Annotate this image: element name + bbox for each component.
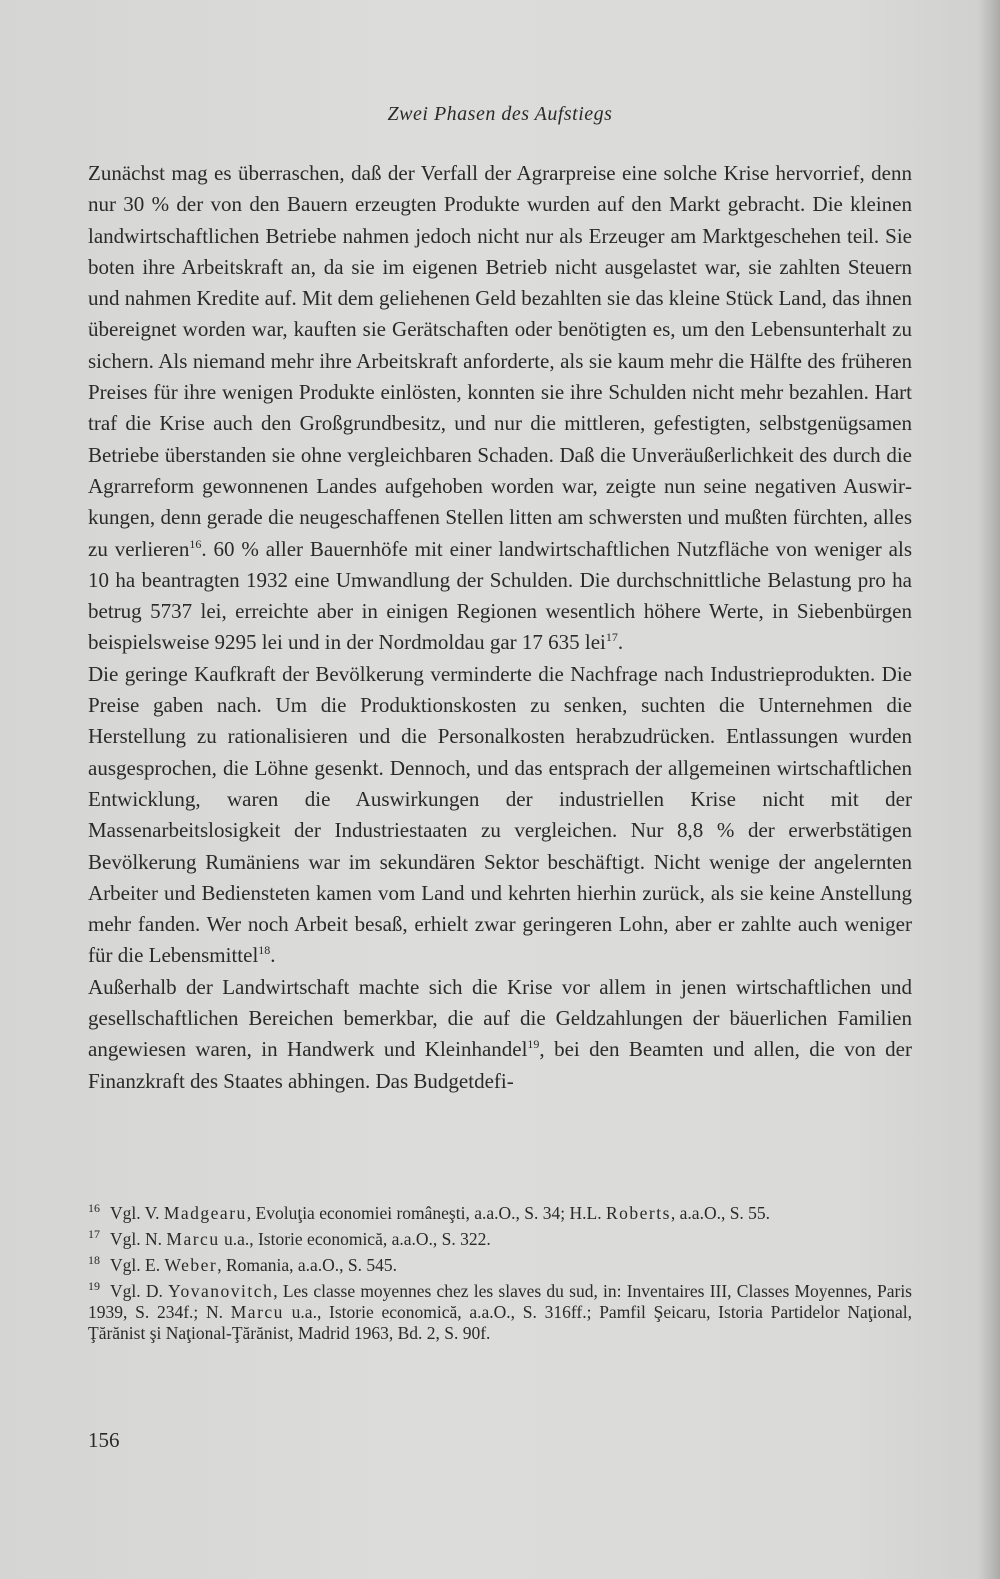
footnote-ref-19: 19 [527,1037,540,1052]
paragraph-1 [88,158,912,659]
footnote-author: Weber [164,1255,218,1275]
footnote-19 [88,1276,912,1344]
footnote-number: 18 [88,1253,100,1267]
body-text [88,158,912,1097]
footnote-author: Yovanovitch [168,1281,274,1301]
paragraph-2-text-b: . [270,943,276,968]
paragraph-3 [88,972,912,1097]
footnote-ref-17: 17 [605,630,618,645]
page-edge-shadow [978,0,1000,1579]
footnote-text: u.a., Istorie economică, a.a.O., S. 316ff.; Pamfil Şeicaru, Istoria Partidelor Naţional, Ţărănist şi Naţional-Ţărănist, Madrid 1963, Bd. 2, S. 90f. [88,1302,912,1343]
paragraph-2 [88,659,912,972]
footnote-text: , Les classe moyennes chez les slaves du sud, in: Inventaires III, Classes Moyennes, Paris 1939, S. 234f.; N. [88,1281,912,1322]
footnote-18 [88,1250,912,1276]
running-header: Zwei Phasen des Aufstiegs [387,103,613,125]
paragraph-2-text-a: Die geringe Kaufkraft der Bevölkerung verminderte die Nachfrage nach Industrieprodukten. Die Preise gaben nach. Um die Produktionskosten zu senken, suchten die Unternehmen die Herstellung zu rationalisieren und die Personalkosten herabzudrücken. Entlassungen wurden ausgesprochen, die Löhne gesenkt. Dennoch, und das entsprach der allgemeinen wirtschaftlichen Entwicklung, waren die Auswirkungen der industriellen Krise nicht mit der Massenarbeitslosigkeit der Industriestaaten zu vergleichen. Nur 8,8 % der erwerbstätigen Bevölkerung Rumäniens war im sekundären Sektor beschäftigt. Nicht wenige der angelernten Arbeiter und Bediensteten kamen vom Land und kehrten hierhin zurück, als sie keine Anstellung mehr fanden. Wer noch Arbeit besaß, erhielt zwar geringeren Lohn, aber er zahlte auch weniger für die Lebensmittel [88,661,912,968]
footnote-ref-16: 16 [189,536,202,551]
footnote-text: Vgl. E. [110,1255,165,1275]
footnote-text: , Evoluţia economiei româneşti, a.a.O., S. 34; H.L. [246,1203,606,1223]
footnote-ref-18: 18 [258,943,271,958]
footnote-text: Vgl. D. [110,1281,169,1301]
footnote-16 [88,1198,912,1224]
page-number: 156 [88,1428,120,1452]
paragraph-1-text-b: . 60 % aller Bauernhöfe mit einer landwirtschaftlichen Nutzfläche von weniger als 10 ha beantragten 1932 eine Umwandlung der Schulden. Die durchschnittliche Belastung pro ha betrug 5737 lei, erreichte aber in einigen Regionen wesentlich höhere Werte, in Siebenbürgen beispielsweise 9295 lei und in der Nordmoldau gar 17 635 lei [88,536,912,655]
footnote-number: 19 [88,1279,100,1293]
footnote-17 [88,1224,912,1250]
footnote-author: Marcu [166,1229,220,1249]
footnote-number: 17 [88,1227,100,1241]
footnote-text: Vgl. V. [110,1203,164,1223]
paragraph-1-text-c: . [617,630,624,655]
paragraph-1-text-a: Zunächst mag es überraschen, daß der Verfall der Agrarpreise eine solche Krise hervorrief, denn nur 30 % der von den Bauern erzeugten Produkte wurden auf den Markt gebracht. Die kleinen landwirtschaftlichen Betriebe nahmen jedoch nicht nur als Erzeuger am Marktgeschehen teil. Sie boten ihre Arbeitskraft an, da sie im eigenen Betrieb nicht ausgelastet war, sie zahlten Steuern und nahmen Kredite auf. Mit dem geliehenen Geld bezahlten sie das kleine Stück Land, das ihnen übereignet worden war, kauften sie Gerätschaften oder benötigten es, um den Lebensunterhalt zu sichern. Als niemand mehr ihre Arbeitskraft anforderte, als sie kaum mehr die Hälfte des früheren Preises für ihre wenigen Produkte einlösten, konnten sie ihre Schulden nicht mehr bezahlen. Hart traf die Krise auch den Großgrundbesitz, und nur die mittleren, gefestigten, selbstgenügsamen Betriebe überstanden sie ohne vergleichbaren Schaden. Daß die Unveräußerlichkeit des durch die Agrarreform gewonnenen Landes aufgehoben worden war, zeigte nun seine negativen Auswirkungen, denn gerade die neugeschaffenen Stellen litten am schwersten und mußten fürchten, alles zu verlieren [88,161,912,561]
footnote-text: , Romania, a.a.O., S. 545. [217,1255,398,1275]
paragraph-3-text-a: Außerhalb der Landwirtschaft machte sich die Krise vor allem in jenen wirtschaftlichen und gesellschaftlichen Bereichen bemerkbar, die auf die Geldzahlungen der bäuerlichen Familien angewiesen waren, in Handwerk und Kleinhandel [88,974,912,1062]
footnotes [88,1198,912,1344]
footnote-author: Marcu [230,1302,284,1322]
paragraph-3-text-b: , bei den Beamten und allen, die von der Finanzkraft des Staates abhingen. Das Budgetdefi- [88,1037,912,1093]
footnote-number: 16 [88,1201,100,1215]
footnote-text: Vgl. N. [110,1229,167,1249]
footnote-author: Roberts [605,1203,671,1223]
footnote-text: , a.a.O., S. 55. [670,1203,771,1223]
footnote-text: u.a., Istorie economică, a.a.O., S. 322. [219,1229,491,1249]
footnote-author: Madgearu [163,1203,247,1223]
